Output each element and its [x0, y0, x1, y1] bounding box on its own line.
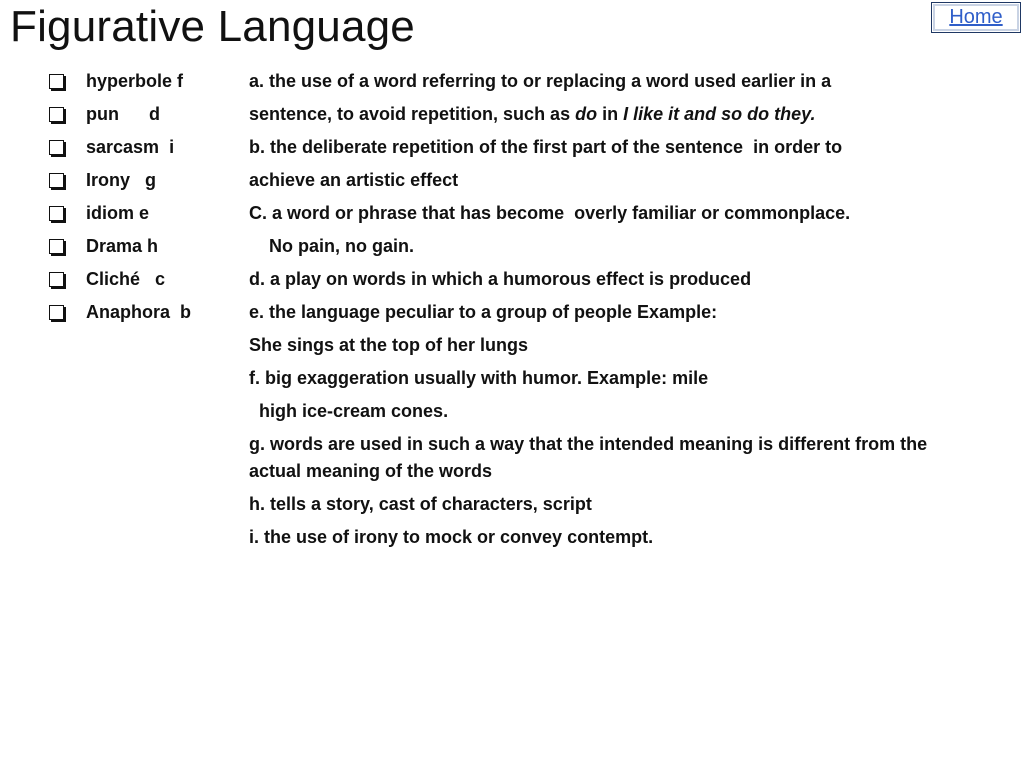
list-item [46, 164, 246, 197]
definition-c-line1: C. a word or phrase that has become overly familiar or commonplace. [249, 203, 851, 223]
term-label: Anaphora b [86, 302, 192, 322]
home-button[interactable] [931, 2, 1021, 33]
checkbox-bullet-icon [49, 272, 64, 287]
definition-a-line2 [249, 98, 1009, 131]
definition-e-line1: e. the language peculiar to a group of people Example: [249, 302, 718, 322]
checkbox-bullet-icon [49, 107, 64, 122]
checkbox-bullet-icon [49, 305, 64, 320]
definition-f-line1: f. big exaggeration usually with humor. Example: mile [249, 368, 709, 388]
definition-e-line2: She sings at the top of her lungs [249, 335, 529, 355]
list-item [46, 65, 246, 98]
term-label: sarcasm i [86, 137, 175, 157]
definition-a-line1: a. the use of a word referring to or replacing a word used earlier in a [249, 71, 832, 91]
definitions-block [249, 65, 1009, 554]
definition-d-line1: d. a play on words in which a humorous effect is produced [249, 269, 752, 289]
list-item [46, 230, 246, 263]
list-item [46, 263, 246, 296]
definition-a-example: I like it and so do they. [623, 104, 816, 124]
term-label: Irony g [86, 170, 157, 190]
term-label: idiom e [86, 203, 150, 223]
list-item [46, 98, 246, 131]
terms-list [46, 65, 246, 329]
checkbox-bullet-icon [49, 140, 64, 155]
definition-h-line1: h. tells a story, cast of characters, script [249, 494, 592, 514]
checkbox-bullet-icon [49, 74, 64, 89]
checkbox-bullet-icon [49, 239, 64, 254]
definition-a-do: do [575, 104, 598, 124]
term-label: pun d [86, 104, 160, 124]
list-item [46, 296, 246, 329]
definition-a-in: in [597, 104, 624, 124]
term-label: Cliché c [86, 269, 166, 289]
definition-b-line2: achieve an artistic effect [249, 170, 459, 190]
definition-i-line1: i. the use of irony to mock or convey contempt. [249, 527, 654, 547]
checkbox-bullet-icon [49, 206, 64, 221]
definition-b-line1: b. the deliberate repetition of the first part of the sentence in order to [249, 137, 843, 157]
definition-c-line2: No pain, no gain. [249, 236, 414, 256]
page-title: Figurative Language [10, 2, 415, 51]
definition-a-text: sentence, to avoid repetition, such as [249, 104, 576, 124]
list-item [46, 131, 246, 164]
list-item [46, 197, 246, 230]
checkbox-bullet-icon [49, 173, 64, 188]
term-label: Drama h [86, 236, 159, 256]
home-link-label[interactable]: Home [949, 6, 1003, 28]
term-label: hyperbole f [86, 71, 184, 91]
definition-g: g. words are used in such a way that the intended meaning is different from the actual meaning of the words [249, 434, 928, 481]
definition-f-line2: high ice-cream cones. [249, 401, 449, 421]
